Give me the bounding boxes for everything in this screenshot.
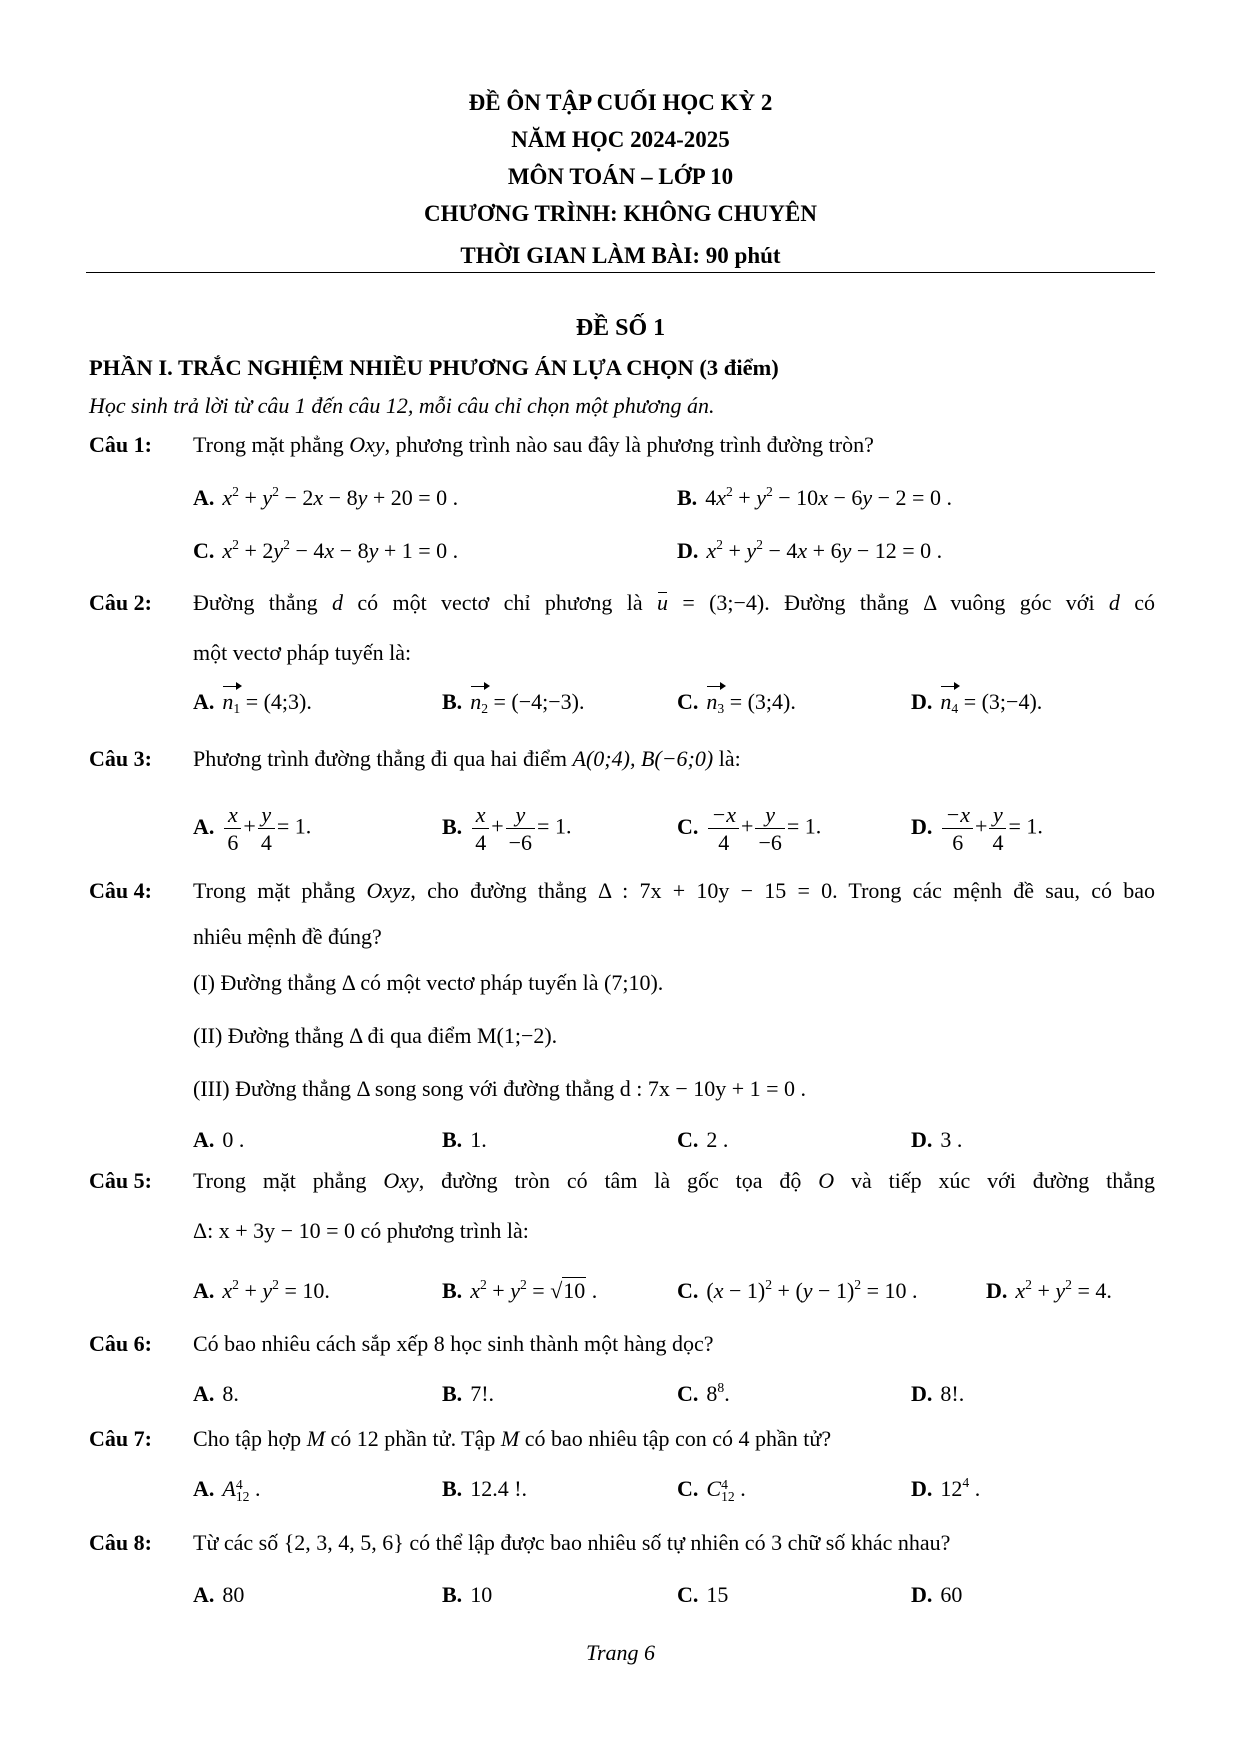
header-rule bbox=[86, 272, 1155, 273]
option-c[interactable]: C. C 4 12 . bbox=[677, 1476, 746, 1504]
page-number: Trang 6 bbox=[585, 1640, 656, 1665]
statement-3: (III) Đường thẳng Δ song song với đường thẳng d : 7x − 10y + 1 = 0 . bbox=[193, 1076, 807, 1101]
option-a[interactable]: A. $x^2 + y^2 - 2x - 8y + 20 = 0$ . bbox=[193, 484, 459, 510]
question-text: Trong mặt phẳng Oxy, phương trình nào sau đây là phương trình đường tròn? bbox=[193, 432, 874, 457]
option-b[interactable]: B. $\frac{x}{4}$ + $\frac{y}{-6}$ = 1. bbox=[442, 802, 572, 856]
option-c[interactable]: C. $\frac{-x}{4}$ + $\frac{y}{-6}$ = 1. bbox=[677, 802, 822, 856]
option-b[interactable]: B. 12.4 !. bbox=[442, 1476, 528, 1501]
option-b[interactable]: B. $x^2 + y^2 = √10$ . bbox=[442, 1277, 598, 1303]
question-text-line-2: nhiêu mệnh đề đúng? bbox=[193, 924, 382, 949]
option-a[interactable]: A. 80 bbox=[193, 1582, 245, 1607]
question-text: Từ các số {2, 3, 4, 5, 6} có thể lập được bao nhiêu số tự nhiên có 3 chữ số khác nhau? bbox=[193, 1530, 951, 1555]
header-line-3: MÔN TOÁN – LỚP 10 bbox=[507, 164, 734, 189]
option-d[interactable]: D. 8!. bbox=[911, 1381, 965, 1406]
option-b[interactable]: B. $n_2$ = (−4;−3). bbox=[442, 689, 585, 717]
question-label: Câu 4: bbox=[89, 878, 152, 903]
question-text: Đường thẳng d có một vectơ chỉ phương là u = (3;−4). Đường thẳng Δ vuông góc với d có bbox=[193, 590, 1156, 615]
option-a[interactable]: A. 0 . bbox=[193, 1127, 245, 1152]
exam-number: ĐỀ SỐ 1 bbox=[575, 315, 666, 341]
option-b[interactable]: B. 10 bbox=[442, 1582, 493, 1607]
option-b[interactable]: B. 7!. bbox=[442, 1381, 495, 1406]
option-a[interactable]: A. $x^2 + y^2 = 10$. bbox=[193, 1277, 330, 1303]
header-line-5: THỜI GIAN LÀM BÀI: 90 phút bbox=[460, 243, 781, 268]
question-text-line-2: Δ: x + 3y − 10 = 0 có phương trình là: bbox=[193, 1218, 529, 1243]
question-text-line-2: một vectơ pháp tuyến là: bbox=[193, 640, 412, 665]
question-text: Phương trình đường thẳng đi qua hai điểm A(0;4), B(−6;0) là: bbox=[193, 746, 741, 771]
section-instruction: Học sinh trả lời từ câu 1 đến câu 12, mỗi câu chỉ chọn một phương án. bbox=[89, 393, 715, 418]
question-text: Cho tập hợp M có 12 phần tử. Tập M có bao nhiêu tập con có 4 phần tử? bbox=[193, 1426, 832, 1451]
question-label: Câu 2: bbox=[89, 590, 152, 615]
option-c[interactable]: C. 2 . bbox=[677, 1127, 729, 1152]
option-b[interactable]: B. 1. bbox=[442, 1127, 487, 1152]
option-a[interactable]: A. 8. bbox=[193, 1381, 239, 1406]
option-d[interactable]: D. $12^4$ . bbox=[911, 1475, 981, 1501]
question-label: Câu 7: bbox=[89, 1426, 152, 1451]
question-text: Trong mặt phẳng Oxy, đường tròn có tâm là gốc tọa độ O và tiếp xúc với đường thẳng bbox=[193, 1168, 1155, 1193]
option-d[interactable]: D. 60 bbox=[911, 1582, 963, 1607]
option-c[interactable]: C. $8^8$. bbox=[677, 1380, 730, 1406]
question-text: Có bao nhiêu cách sắp xếp 8 học sinh thành một hàng dọc? bbox=[193, 1331, 714, 1356]
option-d[interactable]: D. $x^2 + y^2 = 4$. bbox=[986, 1277, 1112, 1303]
question-label: Câu 8: bbox=[89, 1530, 152, 1555]
header-line-2: NĂM HỌC 2024-2025 bbox=[511, 127, 730, 152]
statement-2: (II) Đường thẳng Δ đi qua điểm M(1;−2). bbox=[193, 1023, 558, 1048]
question-label: Câu 5: bbox=[89, 1168, 152, 1193]
option-d[interactable]: D. $x^2 + y^2 - 4x + 6y - 12 = 0$ . bbox=[677, 537, 943, 563]
header-line-4: CHƯƠNG TRÌNH: KHÔNG CHUYÊN bbox=[424, 201, 817, 226]
option-c[interactable]: C. $x^2 + 2y^2 - 4x - 8y + 1 = 0$ . bbox=[193, 537, 459, 563]
option-d[interactable]: D. $\frac{-x}{6}$ + $\frac{y}{4}$ = 1. bbox=[911, 802, 1043, 856]
option-c[interactable]: C. $(x - 1)^2 + (y - 1)^2 = 10$ . bbox=[677, 1277, 918, 1303]
question-text: Trong mặt phẳng Oxyz, cho đường thẳng Δ : 7x + 10y − 15 = 0. Trong các mệnh đề sau, có bao bbox=[193, 878, 1156, 903]
question-label: Câu 1: bbox=[89, 432, 152, 457]
header-line-1: ĐỀ ÔN TẬP CUỐI HỌC KỲ 2 bbox=[468, 90, 773, 115]
question-label: Câu 3: bbox=[89, 746, 152, 771]
option-c[interactable]: C. 15 bbox=[677, 1582, 729, 1607]
option-a[interactable]: A. $\frac{x}{6}$ + $\frac{y}{4}$ = 1. bbox=[193, 802, 312, 856]
section-title: PHẦN I. TRẮC NGHIỆM NHIỀU PHƯƠNG ÁN LỰA CHỌN (3 điểm) bbox=[89, 355, 779, 380]
option-a[interactable]: A. $n_1$ = (4;3). bbox=[193, 689, 312, 717]
question-label: Câu 6: bbox=[89, 1331, 152, 1356]
statement-1: (I) Đường thẳng Δ có một vectơ pháp tuyến là (7;10). bbox=[193, 970, 664, 995]
option-d[interactable]: D. $n_4$ = (3;−4). bbox=[911, 689, 1043, 717]
option-b[interactable]: B. $4x^2 + y^2 - 10x - 6y - 2 = 0$ . bbox=[677, 484, 952, 510]
option-c[interactable]: C. $n_3$ = (3;4). bbox=[677, 689, 796, 717]
option-a[interactable]: A. A 4 12 . bbox=[193, 1476, 261, 1504]
option-d[interactable]: D. 3 . bbox=[911, 1127, 963, 1152]
